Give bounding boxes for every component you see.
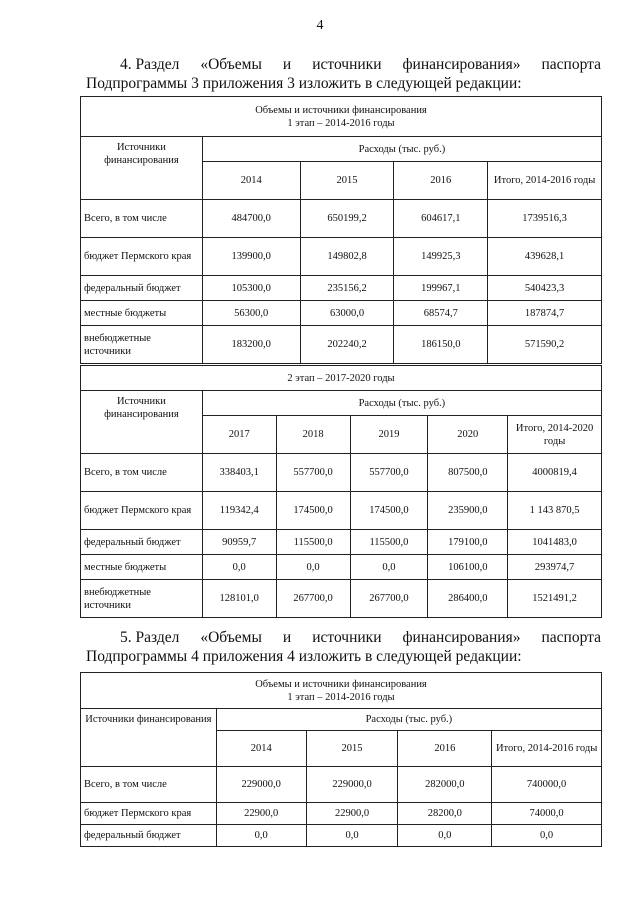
financing-table-subprogram-3-stage-2: [80, 365, 602, 618]
section-4-line-2: Подпрограммы 3 приложения 3 изложить в следующей редакции:: [86, 75, 522, 92]
table-2-year: 2016: [398, 731, 492, 767]
page-number: 4: [316, 18, 324, 33]
row-label: бюджет Пермского края: [81, 803, 217, 825]
table-1-expenses-header: Расходы (тыс. руб.): [202, 137, 601, 162]
table-2-source-header: Источники финансирования: [81, 709, 217, 767]
table-2-year: 2014: [216, 731, 306, 767]
section-4-word: «Объемы: [200, 56, 262, 73]
table-2-year: 2015: [306, 731, 398, 767]
stage-2-year: 2019: [350, 416, 428, 454]
cell-value: 199967,1: [394, 276, 488, 301]
stage-2-year: 2017: [202, 416, 276, 454]
cell-value: 0,0: [306, 825, 398, 847]
table-row: [81, 580, 602, 618]
section-4-paragraph: [86, 55, 601, 93]
cell-value: 149802,8: [300, 238, 394, 276]
cell-value: 439628,1: [488, 238, 602, 276]
cell-value: 338403,1: [202, 454, 276, 492]
cell-value: 540423,3: [488, 276, 602, 301]
cell-value: 740000,0: [492, 767, 602, 803]
financing-table-subprogram-3: [80, 96, 602, 364]
section-5-word: источники: [312, 629, 382, 646]
table-row: [81, 200, 602, 238]
table-2-expenses-header: Расходы (тыс. руб.): [216, 709, 601, 731]
table-row: [81, 530, 602, 555]
row-label: бюджет Пермского края: [81, 492, 203, 530]
cell-value: 4000819,4: [508, 454, 602, 492]
cell-value: 149925,3: [394, 238, 488, 276]
section-4-word: 4. Раздел: [120, 56, 180, 73]
cell-value: 115500,0: [350, 530, 428, 555]
stage-2-expenses-header: Расходы (тыс. руб.): [202, 391, 601, 416]
cell-value: 286400,0: [428, 580, 508, 618]
cell-value: 74000,0: [492, 803, 602, 825]
table-1-title-line-2: 1 этап – 2014-2016 годы: [287, 117, 395, 129]
stage-2-year: 2018: [276, 416, 350, 454]
cell-value: 1739516,3: [488, 200, 602, 238]
cell-value: 229000,0: [306, 767, 398, 803]
section-5-line-2: Подпрограммы 4 приложения 4 изложить в следующей редакции:: [86, 648, 522, 665]
section-5-word: «Объемы: [200, 629, 262, 646]
cell-value: 106100,0: [428, 555, 508, 580]
cell-value: 105300,0: [202, 276, 300, 301]
cell-value: 0,0: [216, 825, 306, 847]
cell-value: 90959,7: [202, 530, 276, 555]
table-row: [81, 555, 602, 580]
table-1-year: 2016: [394, 162, 488, 200]
cell-value: 571590,2: [488, 326, 602, 364]
row-label: внебюджетные источники: [81, 326, 203, 364]
table-1-title: [81, 97, 602, 137]
table-2-title-line-2: 1 этап – 2014-2016 годы: [287, 691, 395, 703]
cell-value: 557700,0: [276, 454, 350, 492]
section-4-word: паспорта: [541, 56, 601, 73]
section-4-word: источники: [312, 56, 382, 73]
cell-value: 1041483,0: [508, 530, 602, 555]
cell-value: 1521491,2: [508, 580, 602, 618]
section-5-word: финансирования»: [402, 629, 521, 646]
cell-value: 0,0: [202, 555, 276, 580]
table-row: [81, 238, 602, 276]
row-label: федеральный бюджет: [81, 276, 203, 301]
cell-value: 22900,0: [306, 803, 398, 825]
cell-value: 56300,0: [202, 301, 300, 326]
table-2-title-line-1: Объемы и источники финансирования: [255, 678, 427, 690]
table-1-year-total: Итого, 2014-2016 годы: [488, 162, 602, 200]
stage-2-year: 2020: [428, 416, 508, 454]
table-1-year: 2014: [202, 162, 300, 200]
cell-value: 202240,2: [300, 326, 394, 364]
table-1-year: 2015: [300, 162, 394, 200]
table-row: [81, 301, 602, 326]
table-row: [81, 326, 602, 364]
table-1-source-header: Источники финансирования: [81, 137, 203, 200]
cell-value: 68574,7: [394, 301, 488, 326]
row-label: федеральный бюджет: [81, 825, 217, 847]
row-label: Всего, в том числе: [81, 454, 203, 492]
cell-value: 1 143 870,5: [508, 492, 602, 530]
cell-value: 557700,0: [350, 454, 428, 492]
cell-value: 119342,4: [202, 492, 276, 530]
section-5-word: паспорта: [541, 629, 601, 646]
cell-value: 186150,0: [394, 326, 488, 364]
row-label: бюджет Пермского края: [81, 238, 203, 276]
cell-value: 484700,0: [202, 200, 300, 238]
cell-value: 229000,0: [216, 767, 306, 803]
cell-value: 235900,0: [428, 492, 508, 530]
cell-value: 0,0: [350, 555, 428, 580]
row-label: внебюджетные источники: [81, 580, 203, 618]
cell-value: 28200,0: [398, 803, 492, 825]
cell-value: 63000,0: [300, 301, 394, 326]
cell-value: 187874,7: [488, 301, 602, 326]
cell-value: 0,0: [398, 825, 492, 847]
section-5-paragraph: [86, 628, 601, 666]
cell-value: 807500,0: [428, 454, 508, 492]
table-row: [81, 825, 602, 847]
table-row: [81, 767, 602, 803]
cell-value: 174500,0: [276, 492, 350, 530]
table-row: [81, 492, 602, 530]
cell-value: 183200,0: [202, 326, 300, 364]
row-label: федеральный бюджет: [81, 530, 203, 555]
section-5-word: и: [282, 629, 292, 646]
stage-2-source-header: Источники финансирования: [81, 391, 203, 454]
row-label: Всего, в том числе: [81, 767, 217, 803]
financing-table-subprogram-4: [80, 672, 602, 847]
cell-value: 22900,0: [216, 803, 306, 825]
section-4-word: и: [282, 56, 292, 73]
table-row: [81, 454, 602, 492]
cell-value: 128101,0: [202, 580, 276, 618]
cell-value: 267700,0: [276, 580, 350, 618]
cell-value: 179100,0: [428, 530, 508, 555]
cell-value: 604617,1: [394, 200, 488, 238]
cell-value: 139900,0: [202, 238, 300, 276]
cell-value: 174500,0: [350, 492, 428, 530]
cell-value: 235156,2: [300, 276, 394, 301]
cell-value: 650199,2: [300, 200, 394, 238]
stage-2-title: 2 этап – 2017-2020 годы: [81, 366, 602, 391]
row-label: местные бюджеты: [81, 301, 203, 326]
stage-2-year-total: Итого, 2014-2020 годы: [508, 416, 602, 454]
cell-value: 267700,0: [350, 580, 428, 618]
cell-value: 293974,7: [508, 555, 602, 580]
cell-value: 115500,0: [276, 530, 350, 555]
table-row: [81, 276, 602, 301]
table-row: [81, 803, 602, 825]
section-5-word: 5. Раздел: [120, 629, 180, 646]
table-1-title-line-1: Объемы и источники финансирования: [255, 104, 427, 116]
table-2-year-total: Итого, 2014-2016 годы: [492, 731, 602, 767]
row-label: Всего, в том числе: [81, 200, 203, 238]
cell-value: 282000,0: [398, 767, 492, 803]
table-2-title: [81, 673, 602, 709]
cell-value: 0,0: [276, 555, 350, 580]
cell-value: 0,0: [492, 825, 602, 847]
section-4-word: финансирования»: [402, 56, 521, 73]
row-label: местные бюджеты: [81, 555, 203, 580]
